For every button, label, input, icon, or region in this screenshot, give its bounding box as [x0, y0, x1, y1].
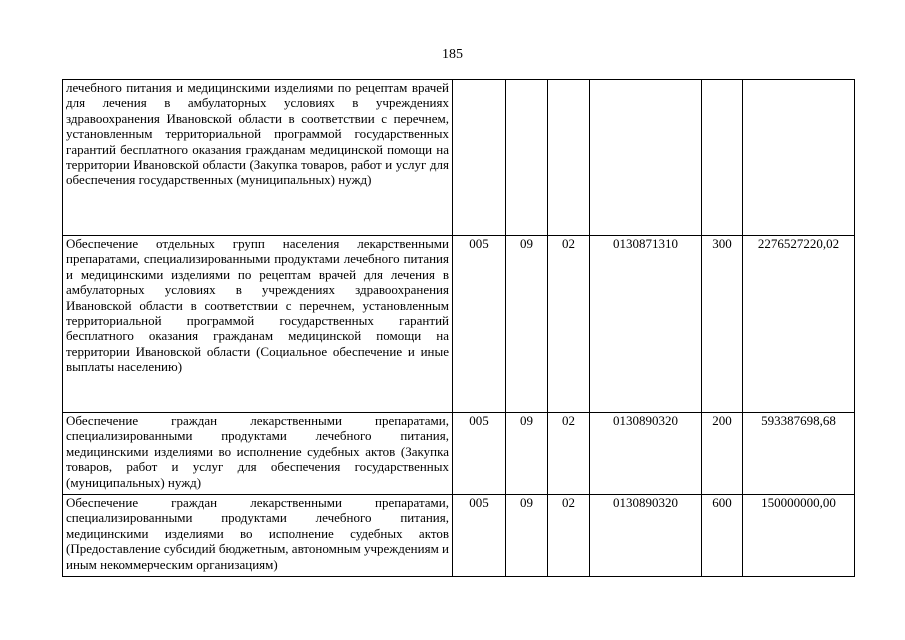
- expense-type-cell: 200: [702, 413, 743, 495]
- table-row: [63, 495, 855, 577]
- ministry-code-cell: [453, 80, 506, 236]
- row-description: лечебного питания и медицинскими изделиями по рецептам врачей для лечения в амбулаторных условиях в учреждениях здравоохранения Ивановской области в соответствии с перечнем, установленным территориальной программой государственных гарантий бесплатного оказания гражданам медицинской помощи на территории Ивановской области (Закупка товаров, работ и услуг для обеспечения государственных (муниципальных) нужд): [63, 80, 453, 236]
- amount-cell: [743, 80, 855, 236]
- section-code-cell: 09: [506, 236, 548, 413]
- table-row: [63, 236, 855, 413]
- subsection-code-cell: 02: [548, 495, 590, 577]
- section-code-cell: 09: [506, 495, 548, 577]
- section-code-cell: 09: [506, 413, 548, 495]
- row-description: Обеспечение граждан лекарственными препаратами, специализированными продуктами лечебного питания, медицинскими изделиями во исполнение судебных актов (Предоставление субсидий бюджетным, автономным учреждениям и иным некоммерческим организациям): [63, 495, 453, 577]
- target-article-cell: 0130890320: [590, 495, 702, 577]
- ministry-code-cell: 005: [453, 236, 506, 413]
- subsection-code-cell: 02: [548, 413, 590, 495]
- subsection-code-cell: 02: [548, 236, 590, 413]
- expense-type-cell: [702, 80, 743, 236]
- subsection-code-cell: [548, 80, 590, 236]
- expense-type-cell: 300: [702, 236, 743, 413]
- amount-cell: 2276527220,02: [743, 236, 855, 413]
- target-article-cell: 0130871310: [590, 236, 702, 413]
- ministry-code-cell: 005: [453, 413, 506, 495]
- target-article-cell: [590, 80, 702, 236]
- row-description: Обеспечение граждан лекарственными препаратами, специализированными продуктами лечебного питания, медицинскими изделиями во исполнение судебных актов (Закупка товаров, работ и услуг для обеспечения государственных (муниципальных) нужд): [63, 413, 453, 495]
- amount-cell: 593387698,68: [743, 413, 855, 495]
- table-row: [63, 80, 855, 236]
- target-article-cell: 0130890320: [590, 413, 702, 495]
- expense-type-cell: 600: [702, 495, 743, 577]
- page-number: 185: [442, 47, 463, 62]
- budget-table: [62, 79, 855, 577]
- row-description: Обеспечение отдельных групп населения лекарственными препаратами, специализированными продуктами лечебного питания и медицинскими изделиями по рецептам врачей для лечения в амбулаторных условиях в учреждениях здравоохранения Ивановской области в соответствии с перечнем, установленным территориальной программой государственных гарантий бесплатного оказания гражданам медицинской помощи на территории Ивановской области (Социальное обеспечение и иные выплаты населению): [63, 236, 453, 413]
- table-row: [63, 413, 855, 495]
- section-code-cell: [506, 80, 548, 236]
- ministry-code-cell: 005: [453, 495, 506, 577]
- amount-cell: 150000000,00: [743, 495, 855, 577]
